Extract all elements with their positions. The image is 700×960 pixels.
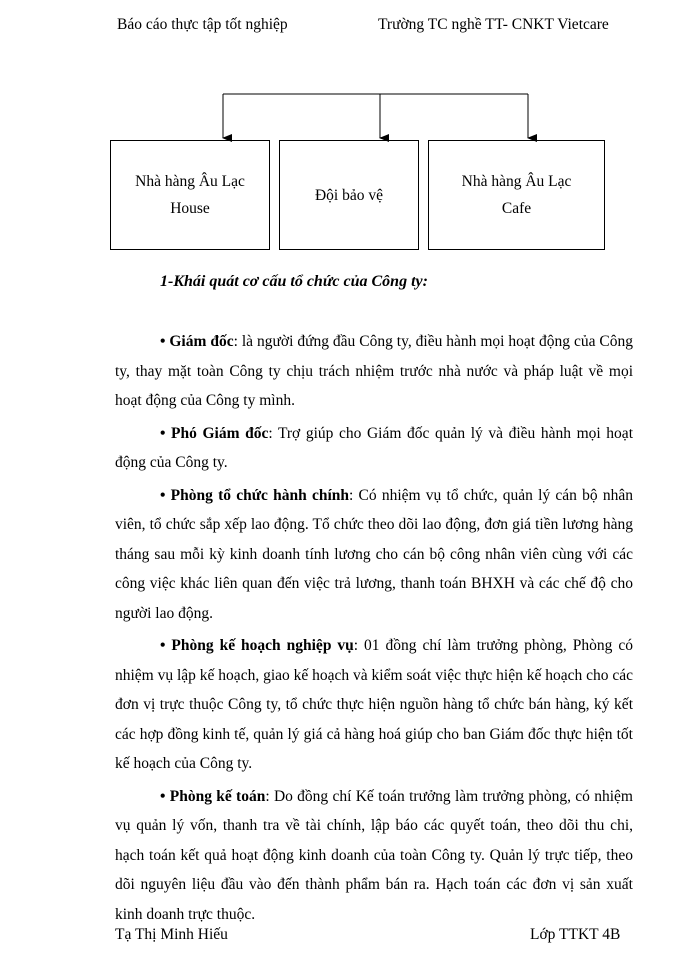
- body-content: [115, 327, 633, 932]
- org-chart-connectors: [0, 0, 700, 150]
- footer-author: Tạ Thị Minh Hiếu: [115, 926, 228, 943]
- paragraph-text: : là người đứng đầu Công ty, điều hành mọi hoạt động của Công ty, thay mặt toàn Công ty chịu trách nhiệm trước nhà nước và pháp luật về mọi hoạt động của Công ty mình.: [115, 333, 634, 409]
- paragraph-phong-ke-toan: [115, 782, 633, 930]
- paragraph-term: • Phòng tổ chức hành chính: [160, 486, 349, 504]
- org-box-line: House: [170, 200, 210, 217]
- org-box-doi-bao-ve: [279, 140, 419, 250]
- paragraph-term: • Phó Giám đốc: [160, 424, 269, 442]
- org-box-line: Nhà hàng Âu Lạc: [135, 173, 245, 190]
- paragraph-giam-doc: [115, 327, 633, 416]
- org-box-au-lac-cafe: [428, 140, 605, 250]
- header-right: Trường TC nghề TT- CNKT Vietcare: [378, 16, 609, 33]
- paragraph-pho-giam-doc: [115, 419, 633, 478]
- section-title: 1-Khái quát cơ cấu tổ chức của Công ty:: [160, 273, 428, 290]
- paragraph-text: : Trợ giúp cho Giám đốc quản lý và điều hành mọi hoạt động của Công ty.: [115, 424, 633, 471]
- paragraph-text: : 01 đồng chí làm trưởng phòng, Phòng có nhiệm vụ lập kế hoạch, giao kế hoạch và kiểm soát việc thực hiện kế hoạch cho các đơn vị trực thuộc Công ty, tổ chức thực hiện nguồn hàng tổ chức bán hàng, ký kết các hợp đồng kinh tế, quản lý giá cả hàng hoá giúp cho ban Giám đốc thực hiện tốt kế hoạch của Công ty.: [115, 637, 633, 772]
- org-box-line: Cafe: [501, 200, 532, 217]
- header-left: Báo cáo thực tập tốt nghiệp: [117, 16, 288, 33]
- org-box-au-lac-house: [110, 140, 270, 250]
- paragraph-term: • Phòng kế hoạch nghiệp vụ: [160, 637, 354, 654]
- paragraph-term: • Giám đốc: [160, 333, 234, 350]
- paragraph-phong-to-chuc: [115, 481, 633, 629]
- footer-class: Lớp TTKT 4B: [530, 926, 621, 943]
- org-box-line: Đội bảo vệ: [314, 186, 383, 204]
- paragraph-text: : Có nhiệm vụ tổ chức, quản lý cán bộ nhân viên, tổ chức sắp xếp lao động. Tổ chức theo dõi lao động, đơn giá tiền lương hàng tháng sau mỗi kỳ kinh doanh tính lương cho cán bộ công nhân viên cùng với các công việc khác liên quan đến việc trả lương, thanh toán BHXH và các chế độ cho người lao động.: [115, 486, 634, 622]
- paragraph-text: : Do đồng chí Kế toán trưởng làm trưởng phòng, có nhiệm vụ quản lý vốn, thanh tra về tài chính, lập báo các quyết toán, theo dõi thu chi, hạch toán kết quả hoạt động kinh doanh của toàn Công ty. Quản lý trực tiếp, theo dõi nguyên liệu đầu vào đến thành phẩm bán ra. Hạch toán các đơn vị sản xuất kinh doanh trực thuộc.: [115, 787, 633, 923]
- paragraph-term: • Phòng kế toán: [160, 787, 266, 805]
- paragraph-phong-ke-hoach: [115, 631, 633, 779]
- org-box-line: Nhà hàng Âu Lạc: [461, 173, 572, 190]
